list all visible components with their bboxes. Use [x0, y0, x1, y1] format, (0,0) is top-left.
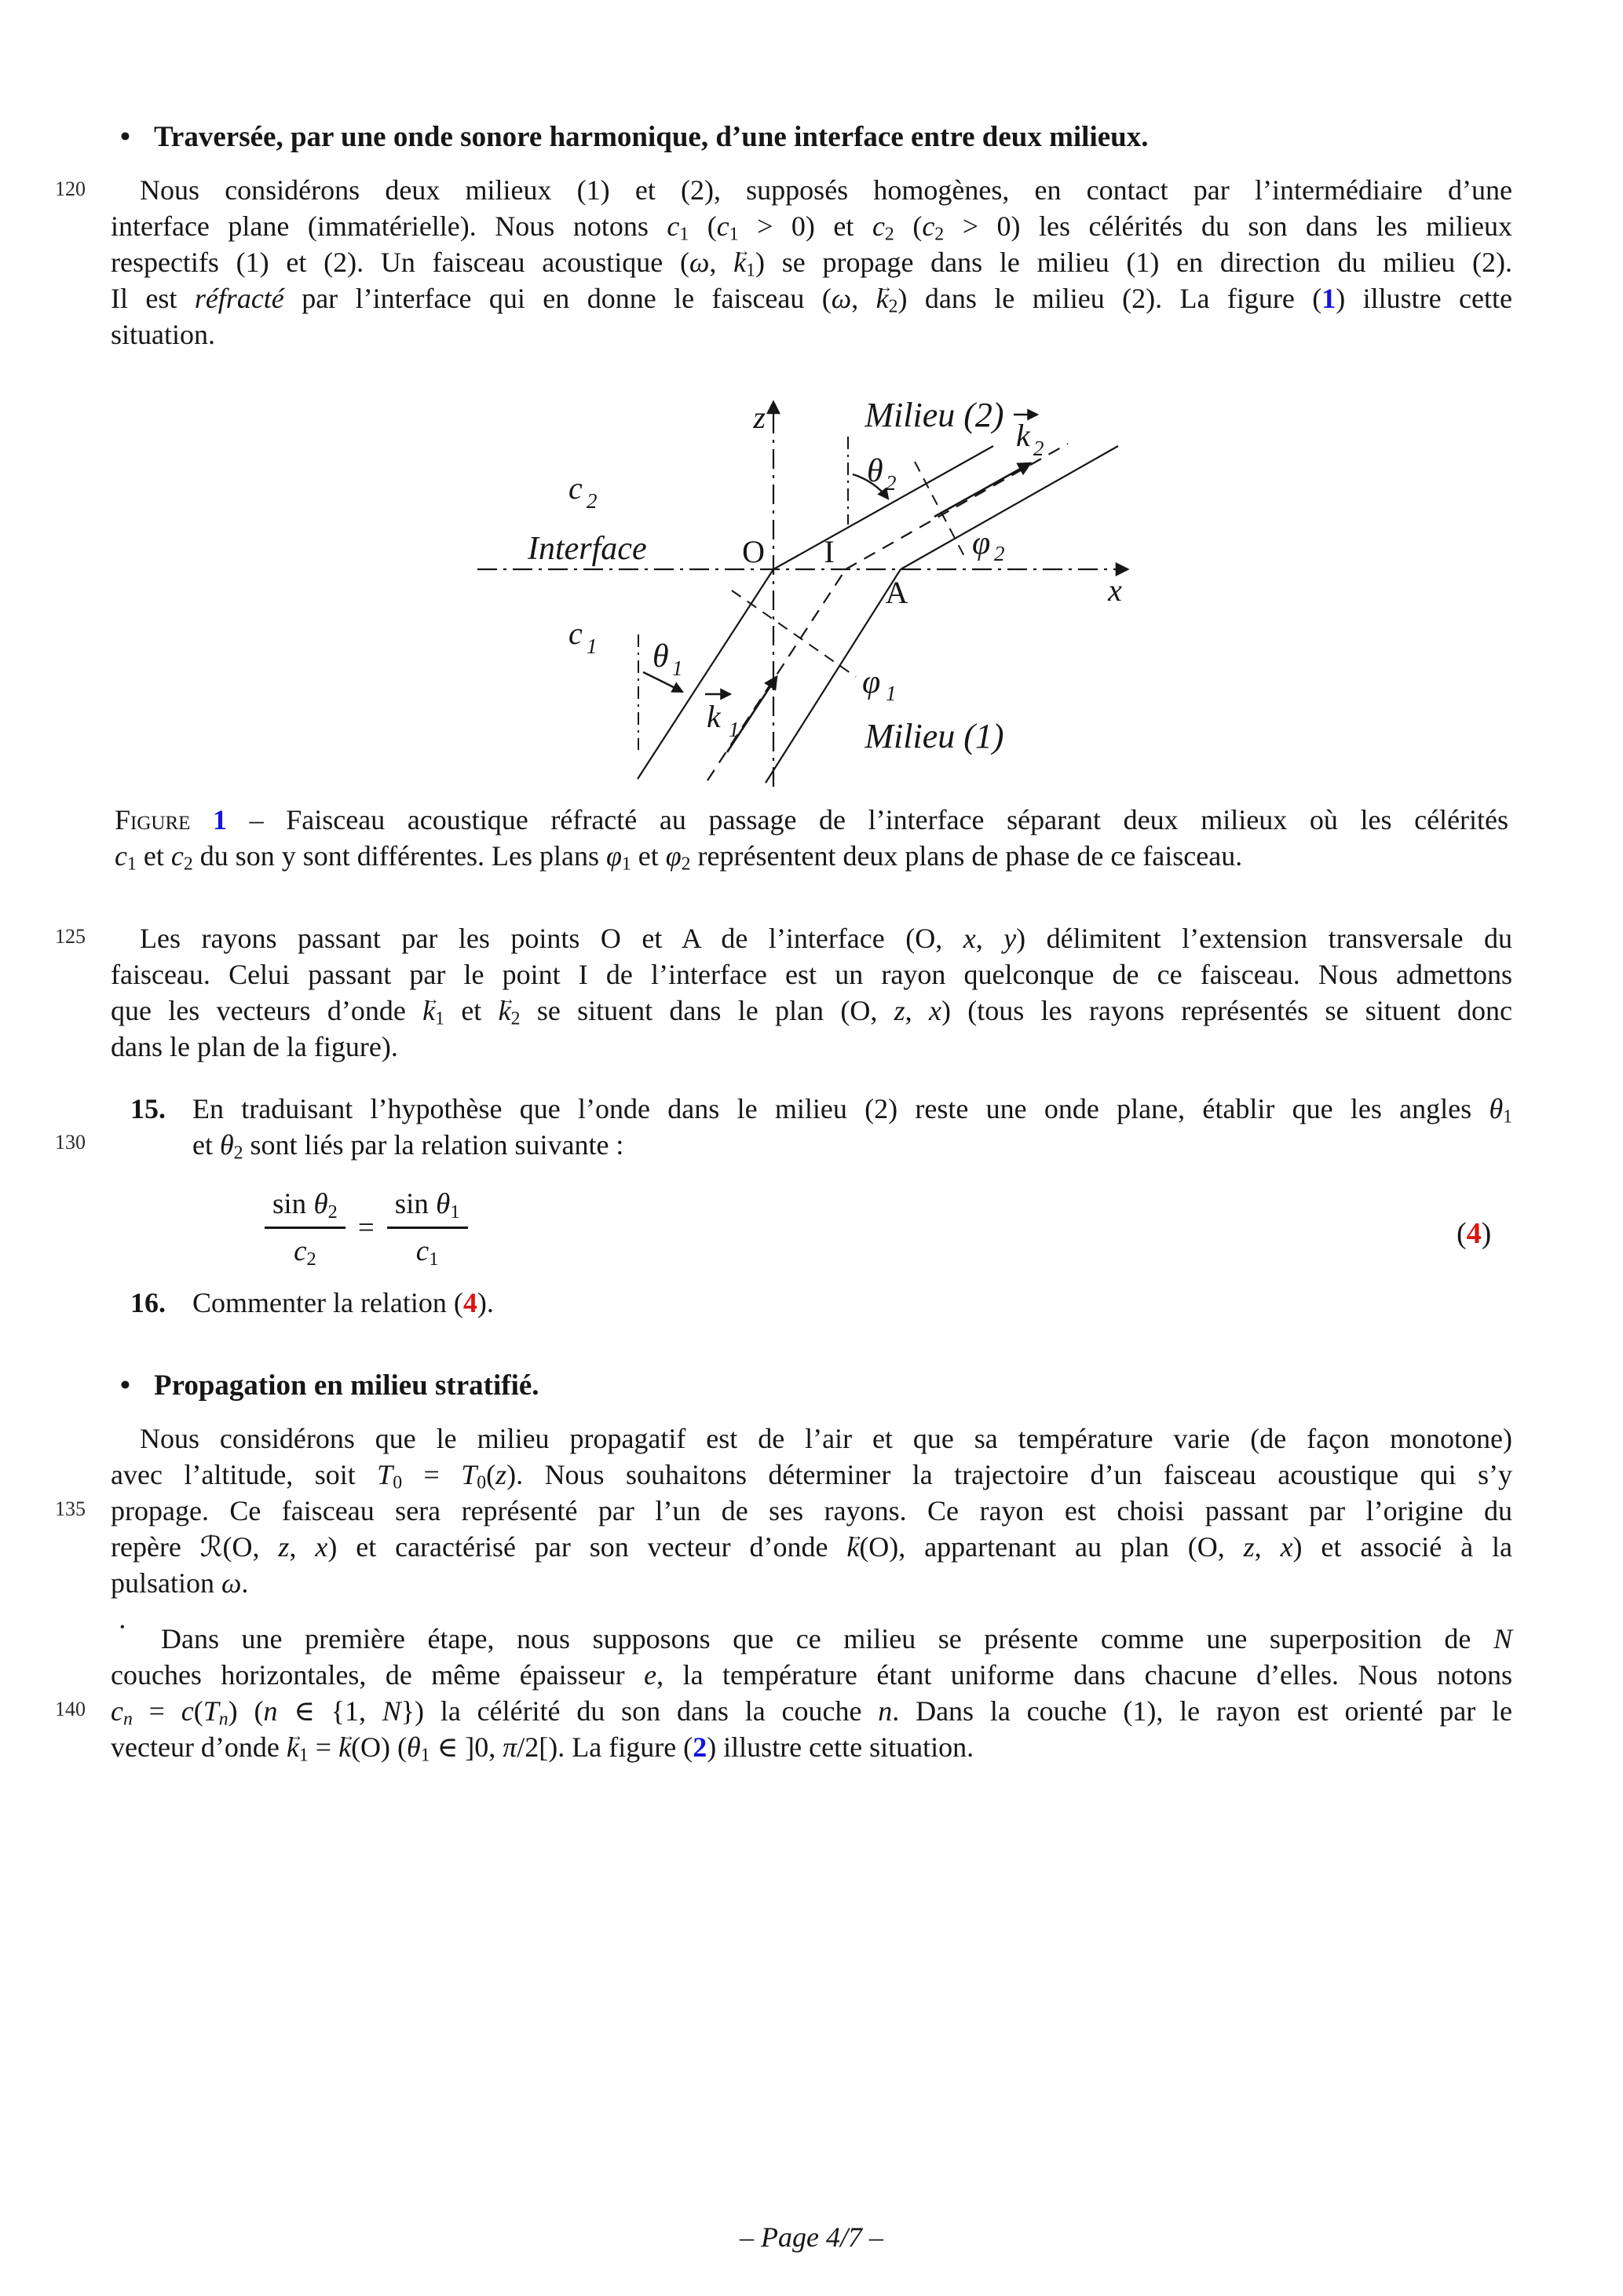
margin-line-number-120: 120	[55, 177, 86, 200]
bullet-icon: •	[120, 1621, 125, 1634]
equation-rhs-denominator: $c_1$	[415, 1235, 439, 1270]
milieu-1-label: Milieu (1)	[865, 717, 1004, 755]
section-heading-traversee	[111, 119, 1512, 155]
bullet-icon: •	[120, 1369, 130, 1402]
paragraph-rayons	[111, 920, 1512, 1065]
point-A-label: A	[885, 575, 908, 610]
refracted-ray-through-A	[901, 446, 1118, 569]
caption-line: Figure 1 – Faisceau acoustique réfracté au passage de l’interface séparant deux milieux où les célérités	[115, 804, 1509, 835]
text-line: Nous considérons deux milieux (1) et (2), supposés homogènes, en contact par l’intermédiaire d’une	[140, 174, 1512, 206]
k1-label: k	[707, 699, 721, 734]
caption-figure-number: 1	[213, 804, 228, 835]
text-line: et $\theta_2$ sont liés par la relation suivante :	[192, 1129, 624, 1164]
x-axis-label: x	[1108, 572, 1122, 608]
c2-label-subscript: 2	[587, 489, 598, 513]
text-line: $c_n = c(T_n)$ (n ∈ {1, N}) la célérité du son dans la couche n. Dans la couche (1), le rayon est orienté par le	[111, 1695, 1512, 1730]
text-line: Commenter la relation (4).	[192, 1287, 494, 1318]
equation-4-tag: (4)	[1457, 1217, 1492, 1250]
margin-line-number-135: 135	[55, 1497, 86, 1520]
text-line: Il est réfracté par l’interface qui en donne le faisceau (ω, $k \to_2$) dans le milieu (2). La figure (1) illustre cette	[111, 280, 1512, 316]
caption-line: $c_1$ et $c_2$ du son y sont différentes. Les plans $\varphi_1$ et $\varphi_2$ représentent deux plans de phase de ce faisceau.	[115, 840, 1243, 875]
text-line: situation.	[111, 319, 215, 350]
z-axis-label: z	[753, 400, 766, 435]
equation-lhs-numerator: $\sin \theta_2$	[265, 1187, 345, 1229]
margin-line-number-125: 125	[55, 925, 86, 948]
margin-line-number-130: 130	[55, 1131, 86, 1153]
milieu-2-label: Milieu (2)	[865, 396, 1004, 434]
section-heading-propagation	[111, 1368, 1512, 1404]
theta1-label: θ	[652, 638, 669, 675]
refracted-ray-through-O	[773, 446, 993, 569]
equation-lhs-fraction	[265, 1187, 345, 1268]
question-15	[111, 1091, 1512, 1163]
question-16	[111, 1285, 1512, 1321]
k2-label-subscript: 2	[1033, 437, 1044, 460]
interface-label: Interface	[528, 531, 647, 567]
phase-plane-phi1	[732, 590, 856, 677]
question-16-number: 16.	[130, 1287, 166, 1318]
text-line: couches horizontales, de même épaisseur e, la température étant uniforme dans chacune d’elles. Nous notons	[111, 1659, 1512, 1691]
equation-rhs-fraction	[387, 1187, 468, 1268]
text-line: avec l’altitude, soit $T_0 = T_0(z)$. Nous souhaitons déterminer la trajectoire d’un faisceau acoustique qui s’y	[111, 1459, 1513, 1493]
phi1-label: φ	[862, 664, 881, 700]
text-line: vecteur d’onde $k \to_1 = k \to(O)$ ($\theta_1$ ∈ ]0, π/2[). La figure (2) illustre cette situation.	[111, 1729, 1512, 1765]
margin-line-number-140: 140	[55, 1698, 86, 1720]
figure-2-ref[interactable]: 2	[693, 1731, 707, 1763]
section-heading-text: Traversée, par une onde sonore harmonique, d’une interface entre deux milieux.	[154, 121, 1149, 153]
section-heading-text: Propagation en milieu stratifié.	[154, 1369, 539, 1402]
equals-sign: =	[357, 1212, 375, 1244]
phi1-label-subscript: 1	[886, 682, 897, 705]
paragraph-couches	[111, 1621, 1512, 1765]
page-footer: – Page 4/7 –	[740, 2221, 883, 2253]
question-15-number: 15.	[130, 1093, 166, 1124]
figure-1-caption	[115, 802, 1508, 874]
text-line: respectifs (1) et (2). Un faisceau acoustique (ω, $k \to_1$) se propage dans le milieu (1) en direction du milieu (2).	[111, 244, 1512, 280]
origin-O-label: O	[742, 534, 765, 569]
text-line: En traduisant l’hypothèse que l’onde dans le milieu (2) reste une onde plane, établir que les angles $\theta_1$	[192, 1093, 1512, 1128]
c1-label-subscript: 1	[587, 634, 598, 658]
bullet-icon: •	[120, 121, 130, 153]
text-line: pulsation ω.	[111, 1567, 249, 1599]
equation-lhs-denominator: $c_2$	[294, 1235, 316, 1270]
figure-1-ref[interactable]: 1	[1321, 283, 1336, 314]
theta2-label-subscript: 2	[886, 471, 897, 495]
phi2-label: φ	[972, 525, 991, 561]
k1-label-subscript: 1	[729, 718, 740, 741]
theta1-label-subscript: 1	[672, 656, 683, 680]
paragraph-intro-interface	[111, 172, 1512, 353]
paragraph-milieu-stratifie	[111, 1420, 1512, 1601]
point-I-label: I	[824, 534, 835, 569]
text-line: propage. Ce faisceau sera représenté par l’un de ses rayons. Ce rayon est choisi passant par l’origine du	[111, 1495, 1512, 1526]
equation-rhs-numerator: $\sin \theta_1$	[387, 1187, 468, 1229]
text-line: interface plane (immatérielle). Nous notons $c_1$ $(c_1 > 0)$ et $c_2$ $(c_2 > 0)$ les célérités du son dans les milieux	[111, 210, 1512, 245]
text-line: Les rayons passant par les points O et A de l’interface (O, x, y) délimitent l’extension transversale du	[140, 923, 1512, 954]
equation-4-ref[interactable]: 4	[462, 1287, 477, 1318]
c1-label: c	[568, 616, 583, 651]
phi2-label-subscript: 2	[994, 542, 1005, 565]
equation-4-number: 4	[1466, 1217, 1482, 1250]
text-line: faisceau. Celui passant par le point I de l’interface est un rayon quelconque de ce faisceau. Nous admettons	[111, 959, 1512, 990]
text-line: dans le plan de la figure).	[111, 1031, 398, 1062]
k2-label: k	[1016, 418, 1030, 453]
snell-descartes-equation	[265, 1187, 468, 1268]
text-line: Dans une première étape, nous supposons que ce milieu se présente comme une superposition de N	[161, 1623, 1512, 1654]
c2-label: c	[568, 470, 583, 506]
text-line: que les vecteurs d’onde $k \to_1$ et $k \to_2$ se situent dans le plan (O, z, x) (tous les rayons représentés se situent donc	[111, 993, 1512, 1029]
figure-1-diagram	[467, 379, 1154, 795]
text-line: Nous considérons que le milieu propagatif est de l’air et que sa température varie (de façon monotone)	[140, 1423, 1512, 1454]
theta2-label: θ	[867, 453, 883, 489]
text-line: repère ℛ(O, z, x) et caractérisé par son vecteur d’onde k →(O), appartenant au plan (O, z, x) et associé à la	[111, 1529, 1512, 1565]
